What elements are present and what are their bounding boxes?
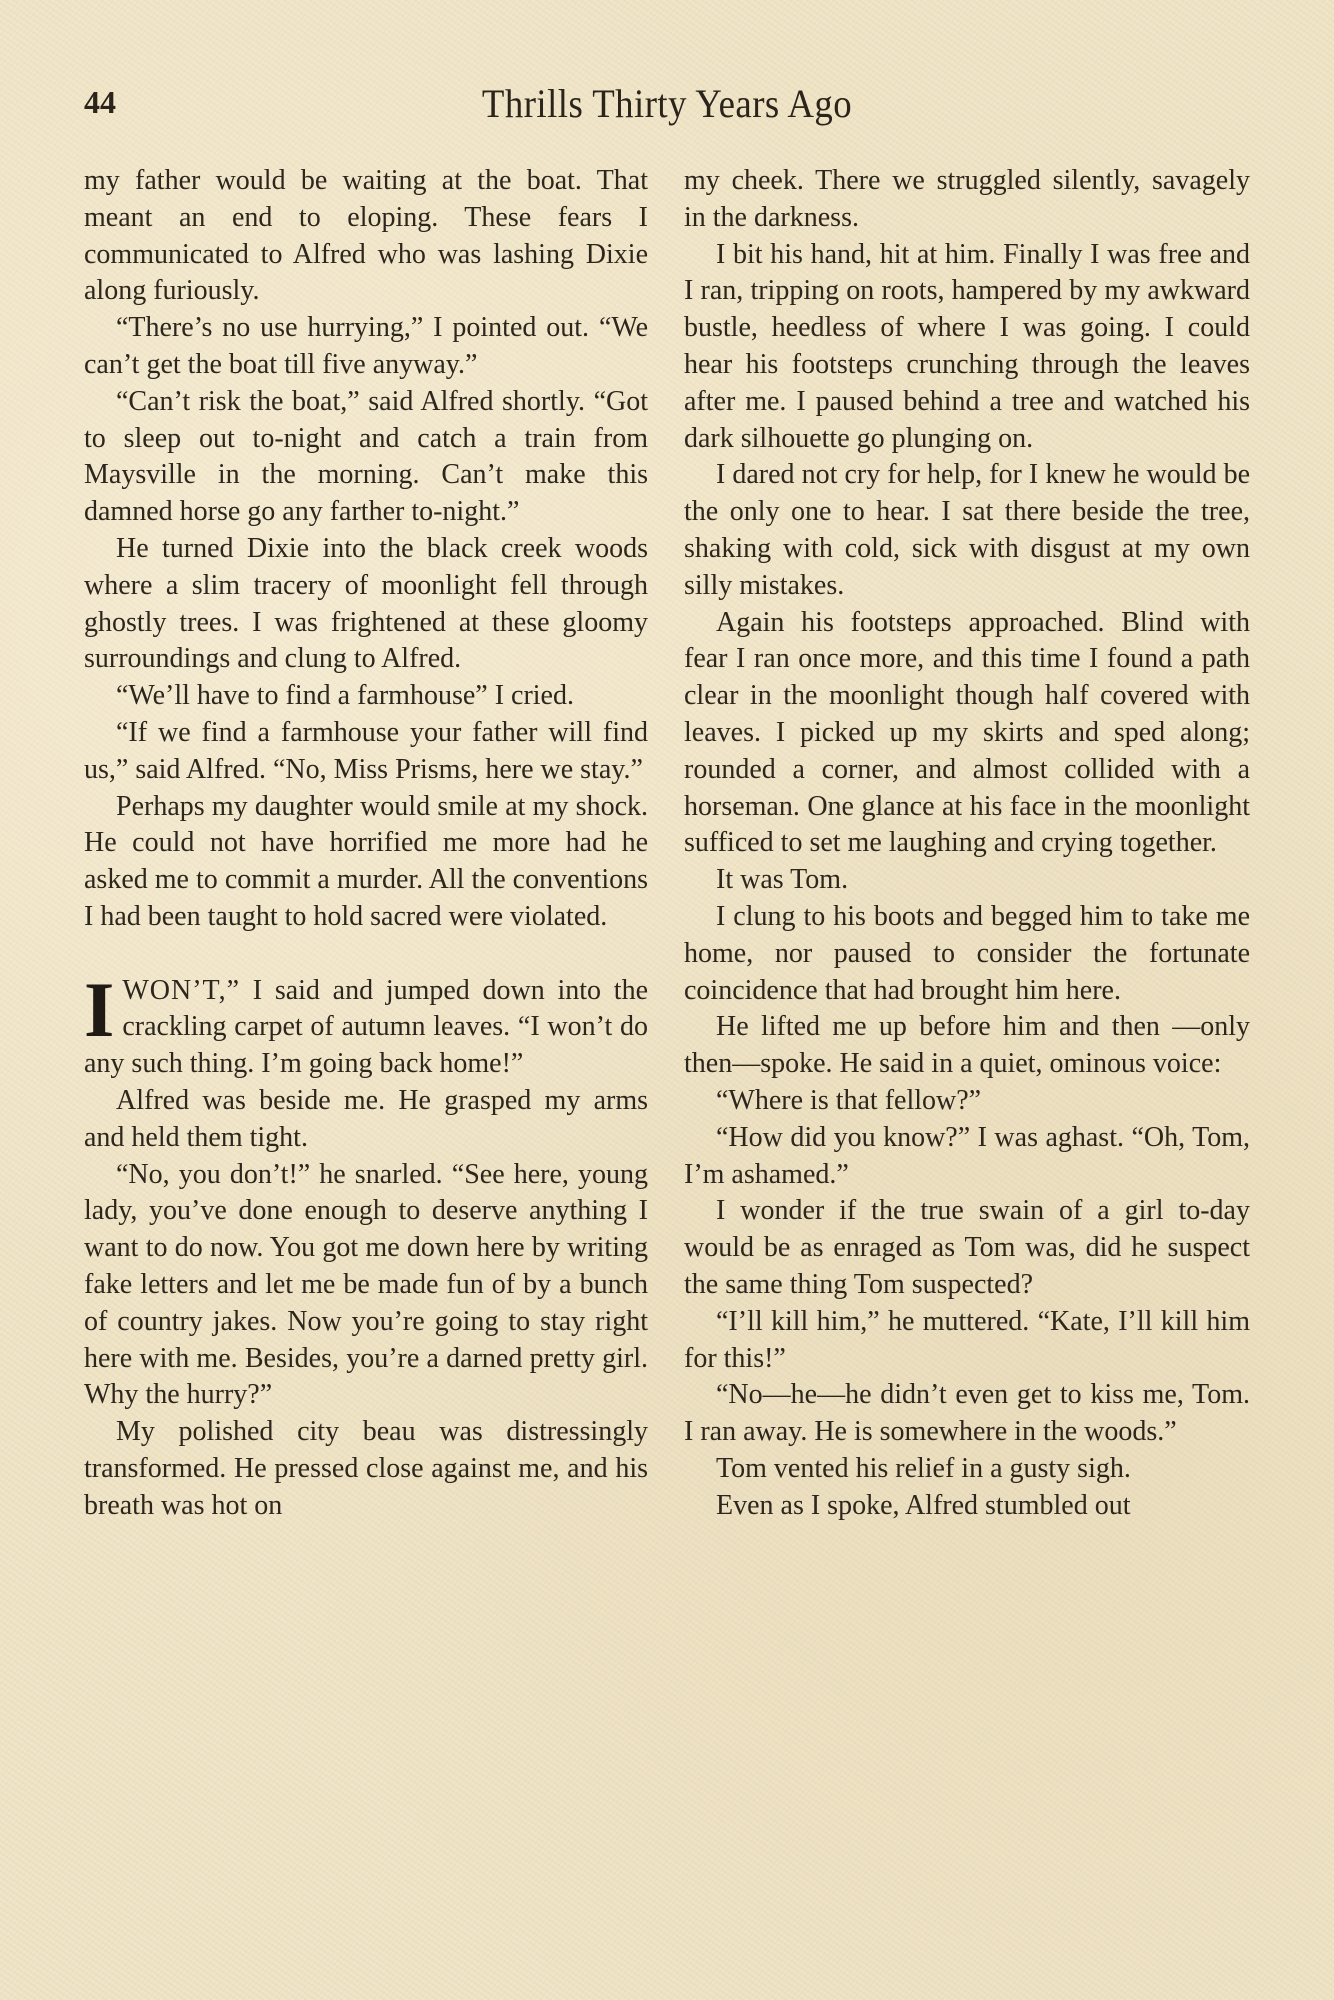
opening-words: WON’T,” (122, 974, 241, 1006)
paragraph: He lifted me up before him and then —only then—spoke. He said in a quiet, ominous voice: (684, 1011, 1250, 1080)
section-opening-paragraph (84, 965, 648, 1083)
paragraph: “No, you don’t!” he snarled. “See here, young lady, you’ve done enough to deserve anything I want to do now. You got me down here by writing fake letters and let me be made fun of by a bunch of country jakes. Now you’re going to stay right here with me. Besides, you’re a darned pretty girl. Why the hurry?” (84, 1158, 648, 1411)
paragraph: Again his footsteps approached. Blind with fear I ran once more, and this time I found a path clear in the moonlight though half covered with leaves. I picked up my skirts and sped along; rounded a corner, and almost collided with a horseman. One glance at his face in the moonlight sufficed to set me laughing and crying together. (684, 606, 1250, 859)
right-column (684, 163, 1250, 1524)
paragraph: “There’s no use hurrying,” I pointed out. “We can’t get the boat till five anyway.” (84, 312, 648, 380)
paragraph: “No—he—he didn’t even get to kiss me, Tom. I ran away. He is somewhere in the woods.” (684, 1379, 1250, 1448)
paragraph: “I’ll kill him,” he muttered. “Kate, I’ll kill him for this!” (684, 1305, 1250, 1374)
paragraph: He turned Dixie into the black creek woods where a slim tracery of moonlight fell through ghostly trees. I was frightened at these gloomy surroundings and clung to Alfred. (84, 532, 648, 675)
running-title: Thrills Thirty Years Ago (481, 81, 853, 126)
paragraph: Alfred was beside me. He grasped my arms and held them tight. (84, 1084, 648, 1153)
paragraph: Even as I spoke, Alfred stumbled out (716, 1489, 1131, 1521)
paragraph: Perhaps my daughter would smile at my shock. He could not have horrified me more had he asked me to commit a murder. All the conventions I had been taught to hold sacred were violated. (84, 790, 648, 932)
paragraph: I wonder if the true swain of a girl to-day would be as enraged as Tom was, did he suspect the same thing Tom suspected? (684, 1195, 1250, 1300)
paragraph: “We’ll have to find a farmhouse” I cried. (116, 680, 574, 712)
paragraph: I dared not cry for help, for I knew he would be the only one to hear. I sat there beside the tree, shaking with cold, sick with disgust at my own silly mistakes. (684, 459, 1250, 601)
paragraph: “How did you know?” I was aghast. “Oh, Tom, I’m ashamed.” (684, 1121, 1250, 1190)
paragraph: My polished city beau was distressingly transformed. He pressed close against me, and his breath was hot on (84, 1416, 648, 1521)
section-break (84, 936, 648, 973)
paragraph: I clung to his boots and begged him to take me home, nor paused to consider the fortunate coincidence that had brought him here. (684, 900, 1250, 1006)
paragraph: Tom vented his relief in a gusty sigh. (716, 1452, 1131, 1484)
paragraph: my father would be waiting at the boat. That meant an end to eloping. These fears I communicated to Alfred who was lashing Dixie along furiously. (84, 165, 648, 307)
paragraph: my cheek. There we struggled silently, savagely in the darkness. (684, 165, 1250, 233)
page-header (84, 81, 1250, 134)
paragraph: It was Tom. (716, 864, 849, 896)
opening-text: I said and jumped down into the crackling carpet of autumn leaves. “I won’t do any such thing. I’m going back home!” (84, 974, 648, 1080)
paragraph: “Where is that fellow?” (716, 1084, 982, 1116)
paragraph: “Can’t risk the boat,” said Alfred shortly. “Got to sleep out to-night and catch a train from Maysville in the morning. Can’t make this damned horse go any farther to-night.” (84, 385, 648, 528)
drop-cap: I (84, 965, 115, 1053)
paragraph: “If we find a farmhouse your father will find us,” said Alfred. “No, Miss Prisms, here we stay.” (84, 716, 648, 785)
page-number: 44 (84, 84, 116, 120)
left-column (84, 163, 648, 1524)
paragraph: I bit his hand, hit at him. Finally I was free and I ran, tripping on roots, hampered by my awkward bustle, heedless of where I was going. I could hear his footsteps crunching through the leaves after me. I paused behind a tree and watched his dark silhouette go plunging on. (684, 238, 1250, 454)
